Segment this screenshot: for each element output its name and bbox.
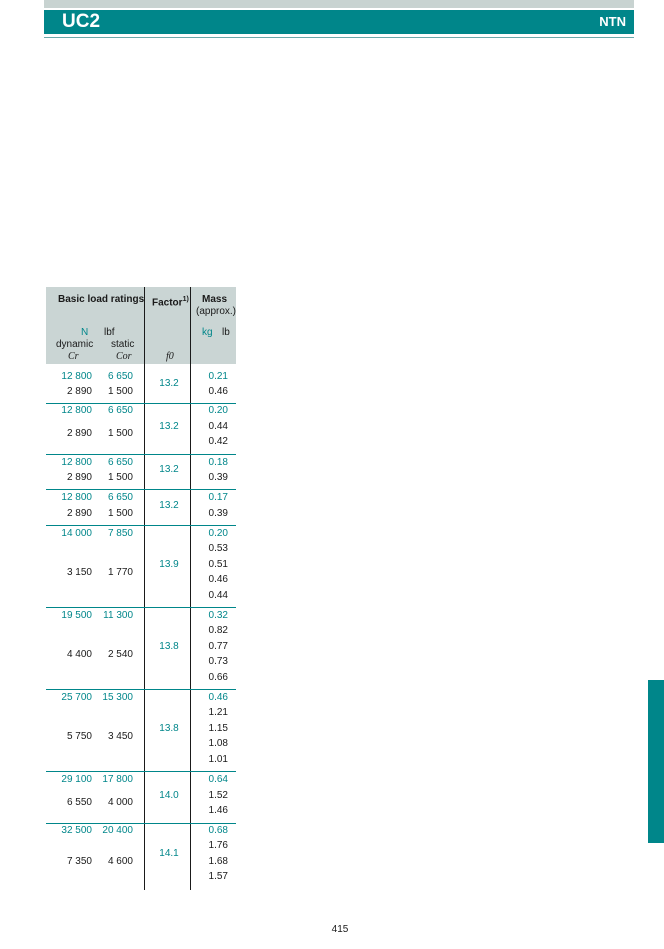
cor-n-value: 11 300 xyxy=(103,610,133,621)
cor-lbf-value: 1 500 xyxy=(107,508,133,519)
mass-lb-value: 0.44 xyxy=(208,590,228,601)
unit-newton: N xyxy=(81,327,89,338)
section-side-tab xyxy=(648,680,664,843)
cr-n-value: 32 500 xyxy=(61,825,92,836)
cr-lbf-value: 3 150 xyxy=(66,567,92,578)
cor-n-value: 6 650 xyxy=(107,457,133,468)
brand-label: NTN xyxy=(599,14,626,29)
cor-n-value: 6 650 xyxy=(107,405,133,416)
mass-lb-value: 0.39 xyxy=(208,508,228,519)
mass-kg-value: 0.18 xyxy=(208,457,228,468)
cr-n-value: 25 700 xyxy=(61,692,92,703)
mass-lb-value: 1.76 xyxy=(208,840,228,851)
cr-lbf-value: 2 890 xyxy=(66,386,92,397)
header-bar xyxy=(44,10,634,34)
mass-lb-value: 0.46 xyxy=(208,386,228,397)
col-mass: Mass xyxy=(202,294,228,305)
page-number: 415 xyxy=(331,924,349,935)
group-divider xyxy=(46,403,236,404)
group-divider xyxy=(46,525,236,526)
cor-lbf-value: 2 540 xyxy=(107,649,133,660)
unit-kg: kg xyxy=(202,327,213,338)
symbol-cor: Cor xyxy=(116,351,132,362)
load-ratings-table xyxy=(46,287,236,890)
unit-lb: lb xyxy=(222,327,230,338)
mass-lb-value: 0.39 xyxy=(208,472,228,483)
f0-value: 13.2 xyxy=(159,378,179,389)
symbol-f0: f0 xyxy=(166,351,174,362)
mass-lb-value: 0.44 xyxy=(208,421,228,432)
cr-lbf-value: 2 890 xyxy=(66,472,92,483)
mass-lb-value: 0.77 xyxy=(208,641,228,652)
header-rule xyxy=(44,37,634,38)
cr-n-value: 12 800 xyxy=(61,492,92,503)
mass-kg-value: 0.21 xyxy=(208,371,228,382)
mass-lb-value: 1.01 xyxy=(208,754,228,765)
cr-lbf-value: 6 550 xyxy=(66,797,92,808)
cor-n-value: 6 650 xyxy=(107,492,133,503)
mass-lb-value: 1.15 xyxy=(208,723,228,734)
mass-lb-value: 0.66 xyxy=(208,672,228,683)
table-header xyxy=(46,287,236,364)
cor-lbf-value: 1 770 xyxy=(107,567,133,578)
mass-lb-value: 1.21 xyxy=(208,707,228,718)
symbol-cr: Cr xyxy=(68,351,79,362)
cor-lbf-value: 1 500 xyxy=(107,386,133,397)
mass-kg-value: 0.68 xyxy=(208,825,228,836)
f0-value: 13.8 xyxy=(159,641,179,652)
cr-lbf-value: 5 750 xyxy=(66,731,92,742)
unit-lbf: lbf xyxy=(104,327,115,338)
mass-lb-value: 1.52 xyxy=(208,790,228,801)
page-title: UC2 xyxy=(62,11,101,32)
mass-kg-value: 0.20 xyxy=(208,405,228,416)
label-dynamic: dynamic xyxy=(56,339,94,350)
cor-lbf-value: 4 000 xyxy=(107,797,133,808)
f0-value: 14.1 xyxy=(159,848,179,859)
mass-kg-value: 0.64 xyxy=(208,774,228,785)
group-divider xyxy=(46,489,236,490)
mass-lb-value: 0.51 xyxy=(208,559,228,570)
mass-kg-value: 0.46 xyxy=(208,692,228,703)
cor-lbf-value: 1 500 xyxy=(107,428,133,439)
cor-lbf-value: 4 600 xyxy=(107,856,133,867)
column-divider-left xyxy=(144,287,145,890)
cor-n-value: 6 650 xyxy=(107,371,133,382)
cr-lbf-value: 7 350 xyxy=(66,856,92,867)
cor-n-value: 20 400 xyxy=(102,825,133,836)
cr-n-value: 19 500 xyxy=(61,610,92,621)
cor-n-value: 15 300 xyxy=(102,692,133,703)
cor-n-value: 7 850 xyxy=(107,528,133,539)
cr-n-value: 12 800 xyxy=(61,405,92,416)
mass-lb-value: 1.46 xyxy=(208,805,228,816)
col-basic-load-ratings: Basic load ratings xyxy=(58,294,145,305)
cr-lbf-value: 4 400 xyxy=(66,649,92,660)
cr-n-value: 12 800 xyxy=(61,457,92,468)
mass-kg-value: 0.20 xyxy=(208,528,228,539)
top-strip xyxy=(44,0,634,8)
mass-lb-value: 1.57 xyxy=(208,871,228,882)
mass-lb-value: 1.08 xyxy=(208,738,228,749)
f0-value: 13.2 xyxy=(159,500,179,511)
mass-kg-value: 0.32 xyxy=(208,610,228,621)
cr-n-value: 29 100 xyxy=(61,774,92,785)
mass-lb-value: 0.82 xyxy=(208,625,228,636)
cr-lbf-value: 2 890 xyxy=(66,508,92,519)
group-divider xyxy=(46,689,236,690)
f0-value: 14.0 xyxy=(159,790,179,801)
cr-n-value: 12 800 xyxy=(61,371,92,382)
col-factor: Factor$^{1)}$ xyxy=(152,296,189,309)
group-divider xyxy=(46,607,236,608)
cor-lbf-value: 3 450 xyxy=(107,731,133,742)
f0-value: 13.2 xyxy=(159,464,179,475)
mass-lb-value: 0.42 xyxy=(208,436,228,447)
cor-n-value: 17 800 xyxy=(102,774,133,785)
f0-value: 13.9 xyxy=(159,559,179,570)
cr-lbf-value: 2 890 xyxy=(66,428,92,439)
cr-n-value: 14 000 xyxy=(61,528,92,539)
f0-value: 13.2 xyxy=(159,421,179,432)
label-static: static xyxy=(111,339,135,350)
group-divider xyxy=(46,823,236,824)
mass-lb-value: 0.73 xyxy=(208,656,228,667)
col-mass-approx: (approx.) xyxy=(196,306,237,317)
group-divider xyxy=(46,454,236,455)
cor-lbf-value: 1 500 xyxy=(107,472,133,483)
mass-kg-value: 0.17 xyxy=(208,492,228,503)
mass-lb-value: 0.53 xyxy=(208,543,228,554)
mass-lb-value: 1.68 xyxy=(208,856,228,867)
f0-value: 13.8 xyxy=(159,723,179,734)
mass-lb-value: 0.46 xyxy=(208,574,228,585)
group-divider xyxy=(46,771,236,772)
